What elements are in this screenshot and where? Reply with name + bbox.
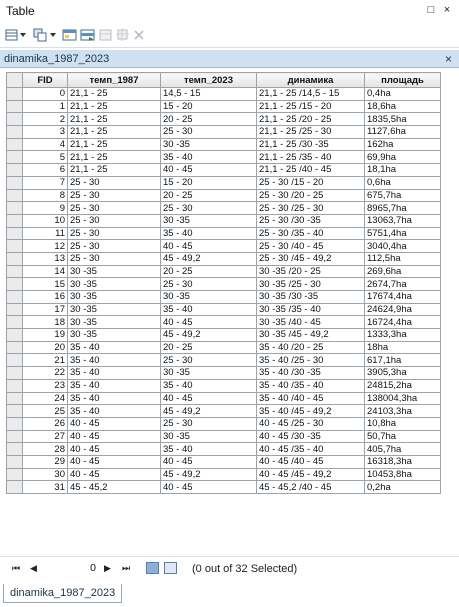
cell-area: 405,7ha xyxy=(365,443,441,456)
cell-area: 1333,3ha xyxy=(365,329,441,342)
current-record-field[interactable]: 0 xyxy=(50,561,100,576)
cell-dynamics: 40 - 45 /40 - 45 xyxy=(257,455,365,468)
column-header-fid[interactable]: FID xyxy=(23,73,68,88)
cell-fid: 25 xyxy=(23,405,68,418)
cell-fid: 10 xyxy=(23,214,68,227)
cell-temp-1987: 25 - 30 xyxy=(68,214,161,227)
cell-temp-2023: 25 - 30 xyxy=(161,354,257,367)
cell-dynamics: 25 - 30 /40 - 45 xyxy=(257,240,365,253)
cell-temp-2023: 25 - 30 xyxy=(161,417,257,430)
cell-temp-1987: 30 -35 xyxy=(68,265,161,278)
cell-dynamics: 25 - 30 /45 - 49,2 xyxy=(257,252,365,265)
cell-fid: 9 xyxy=(23,202,68,215)
row-selector[interactable] xyxy=(7,100,23,113)
table-row[interactable] xyxy=(7,481,441,494)
cell-temp-1987: 21,1 - 25 xyxy=(68,164,161,177)
attribute-table xyxy=(6,72,441,494)
attribute-table-grid[interactable] xyxy=(6,72,452,542)
column-header-temp-2023[interactable]: темп_2023 xyxy=(161,73,257,88)
table-row[interactable] xyxy=(7,379,441,392)
cell-fid: 21 xyxy=(23,354,68,367)
cell-fid: 15 xyxy=(23,278,68,291)
cell-temp-2023: 30 -35 xyxy=(161,367,257,380)
cell-temp-2023: 15 - 20 xyxy=(161,176,257,189)
table-row[interactable] xyxy=(7,392,441,405)
cell-fid: 31 xyxy=(23,481,68,494)
table-row[interactable] xyxy=(7,164,441,177)
cell-area: 24815,2ha xyxy=(365,379,441,392)
table-row[interactable] xyxy=(7,240,441,253)
cell-dynamics: 30 -35 /20 - 25 xyxy=(257,265,365,278)
cell-area: 617,1ha xyxy=(365,354,441,367)
table-options-icon[interactable] xyxy=(5,27,29,43)
table-row[interactable] xyxy=(7,329,441,342)
row-selector[interactable] xyxy=(7,151,23,164)
row-selector[interactable] xyxy=(7,455,23,468)
cell-fid: 13 xyxy=(23,252,68,265)
cell-temp-1987: 25 - 30 xyxy=(68,240,161,253)
table-row[interactable] xyxy=(7,126,441,139)
cell-temp-1987: 25 - 30 xyxy=(68,252,161,265)
cell-temp-2023: 30 -35 xyxy=(161,214,257,227)
row-selector[interactable] xyxy=(7,252,23,265)
cell-area: 16724,4ha xyxy=(365,316,441,329)
cell-dynamics: 25 - 30 /30 -35 xyxy=(257,214,365,227)
row-selector[interactable] xyxy=(7,164,23,177)
cell-area: 162ha xyxy=(365,138,441,151)
cell-dynamics: 40 - 45 /35 - 40 xyxy=(257,443,365,456)
cell-fid: 26 xyxy=(23,417,68,430)
row-selector[interactable] xyxy=(7,291,23,304)
table-row[interactable] xyxy=(7,100,441,113)
cell-temp-1987: 35 - 40 xyxy=(68,354,161,367)
window-title-bar xyxy=(0,0,459,22)
cell-temp-1987: 35 - 40 xyxy=(68,392,161,405)
cell-temp-1987: 35 - 40 xyxy=(68,341,161,354)
cell-dynamics: 45 - 45,2 /40 - 45 xyxy=(257,481,365,494)
cell-area: 0,6ha xyxy=(365,176,441,189)
cell-temp-1987: 25 - 30 xyxy=(68,189,161,202)
cell-temp-2023: 40 - 45 xyxy=(161,164,257,177)
cell-area: 8965,7ha xyxy=(365,202,441,215)
row-selector[interactable] xyxy=(7,329,23,342)
window-title: Table xyxy=(6,4,35,18)
cell-dynamics: 21,1 - 25 /15 - 20 xyxy=(257,100,365,113)
cell-temp-1987: 25 - 30 xyxy=(68,176,161,189)
cell-dynamics: 30 -35 /30 -35 xyxy=(257,291,365,304)
cell-fid: 30 xyxy=(23,468,68,481)
cell-area: 18,1ha xyxy=(365,164,441,177)
cell-dynamics: 35 - 40 /35 - 40 xyxy=(257,379,365,392)
cell-temp-2023: 25 - 30 xyxy=(161,126,257,139)
cell-fid: 28 xyxy=(23,443,68,456)
cell-area: 13063,7ha xyxy=(365,214,441,227)
cell-area: 10,8ha xyxy=(365,417,441,430)
close-window-icon[interactable]: × xyxy=(443,4,451,16)
table-tab-bar xyxy=(0,50,459,68)
cell-dynamics: 35 - 40 /45 - 49,2 xyxy=(257,405,365,418)
column-header-dynamics[interactable]: динамика xyxy=(257,73,365,88)
row-selector[interactable] xyxy=(7,138,23,151)
close-tab-icon[interactable]: × xyxy=(444,52,452,66)
cell-fid: 22 xyxy=(23,367,68,380)
cell-area: 1835,5ha xyxy=(365,113,441,126)
cell-fid: 19 xyxy=(23,329,68,342)
row-selector[interactable] xyxy=(7,405,23,418)
cell-area: 10453,8ha xyxy=(365,468,441,481)
cell-fid: 14 xyxy=(23,265,68,278)
table-row[interactable] xyxy=(7,113,441,126)
cell-temp-1987: 35 - 40 xyxy=(68,367,161,380)
select-by-attributes-icon[interactable] xyxy=(62,27,78,43)
table-row[interactable] xyxy=(7,227,441,240)
table-row[interactable] xyxy=(7,316,441,329)
cell-fid: 12 xyxy=(23,240,68,253)
cell-temp-1987: 30 -35 xyxy=(68,329,161,342)
window-controls xyxy=(425,4,453,16)
cell-dynamics: 21,1 - 25 /40 - 45 xyxy=(257,164,365,177)
table-row[interactable] xyxy=(7,252,441,265)
cell-dynamics: 40 - 45 /25 - 30 xyxy=(257,417,365,430)
row-selector[interactable] xyxy=(7,303,23,316)
cell-fid: 1 xyxy=(23,100,68,113)
cell-area: 138004,3ha xyxy=(365,392,441,405)
cell-temp-2023: 40 - 45 xyxy=(161,240,257,253)
column-header-temp-1987[interactable]: темп_1987 xyxy=(68,73,161,88)
cell-temp-1987: 40 - 45 xyxy=(68,455,161,468)
cell-temp-2023: 30 -35 xyxy=(161,430,257,443)
cell-area: 17674,4ha xyxy=(365,291,441,304)
cell-temp-1987: 30 -35 xyxy=(68,278,161,291)
cell-temp-1987: 25 - 30 xyxy=(68,227,161,240)
cell-dynamics: 21,1 - 25 /35 - 40 xyxy=(257,151,365,164)
switch-selection-icon[interactable] xyxy=(80,27,96,43)
cell-dynamics: 21,1 - 25 /20 - 25 xyxy=(257,113,365,126)
cell-area: 269,6ha xyxy=(365,265,441,278)
table-row[interactable] xyxy=(7,189,441,202)
show-selected-records-icon[interactable] xyxy=(164,562,177,574)
cell-temp-2023: 35 - 40 xyxy=(161,227,257,240)
select-all-header[interactable] xyxy=(7,73,23,88)
row-selector[interactable] xyxy=(7,354,23,367)
cell-dynamics: 25 - 30 /20 - 25 xyxy=(257,189,365,202)
delete-selected-icon[interactable] xyxy=(133,27,145,43)
cell-area: 0,4ha xyxy=(365,88,441,101)
restore-window-icon[interactable]: □ xyxy=(427,4,435,16)
cell-dynamics: 30 -35 /45 - 49,2 xyxy=(257,329,365,342)
cell-fid: 16 xyxy=(23,291,68,304)
cell-temp-2023: 25 - 30 xyxy=(161,202,257,215)
cell-fid: 8 xyxy=(23,189,68,202)
row-selector[interactable] xyxy=(7,278,23,291)
next-record-icon[interactable]: ▶ xyxy=(104,563,111,573)
row-selector[interactable] xyxy=(7,240,23,253)
cell-temp-1987: 30 -35 xyxy=(68,291,161,304)
table-row[interactable] xyxy=(7,265,441,278)
cell-fid: 2 xyxy=(23,113,68,126)
table-row[interactable] xyxy=(7,417,441,430)
first-record-icon[interactable]: ⏮ xyxy=(12,563,21,573)
cell-dynamics: 25 - 30 /35 - 40 xyxy=(257,227,365,240)
row-selector[interactable] xyxy=(7,443,23,456)
cell-dynamics: 40 - 45 /30 -35 xyxy=(257,430,365,443)
row-selector[interactable] xyxy=(7,417,23,430)
clear-selection-icon[interactable] xyxy=(99,27,113,43)
cell-temp-2023: 20 - 25 xyxy=(161,265,257,278)
table-row[interactable] xyxy=(7,214,441,227)
table-body xyxy=(7,88,441,494)
cell-fid: 4 xyxy=(23,138,68,151)
row-selector[interactable] xyxy=(7,176,23,189)
cell-temp-1987: 21,1 - 25 xyxy=(68,88,161,101)
cell-area: 24624,9ha xyxy=(365,303,441,316)
row-selector[interactable] xyxy=(7,189,23,202)
cell-fid: 23 xyxy=(23,379,68,392)
cell-area: 5751,4ha xyxy=(365,227,441,240)
cell-temp-2023: 45 - 49,2 xyxy=(161,329,257,342)
row-selector[interactable] xyxy=(7,126,23,139)
row-selector[interactable] xyxy=(7,113,23,126)
cell-temp-1987: 21,1 - 25 xyxy=(68,138,161,151)
row-selector[interactable] xyxy=(7,367,23,380)
header-row xyxy=(7,73,441,88)
cell-fid: 0 xyxy=(23,88,68,101)
bottom-table-tab[interactable]: dinamika_1987_2023 xyxy=(3,584,122,603)
table-row[interactable] xyxy=(7,354,441,367)
table-row[interactable] xyxy=(7,341,441,354)
row-selector[interactable] xyxy=(7,265,23,278)
cell-temp-2023: 35 - 40 xyxy=(161,379,257,392)
cell-temp-2023: 20 - 25 xyxy=(161,189,257,202)
row-selector[interactable] xyxy=(7,227,23,240)
cell-temp-1987: 35 - 40 xyxy=(68,405,161,418)
related-tables-icon[interactable] xyxy=(33,27,59,43)
cell-temp-2023: 35 - 40 xyxy=(161,303,257,316)
table-row[interactable] xyxy=(7,278,441,291)
cell-temp-2023: 30 -35 xyxy=(161,291,257,304)
cell-area: 18ha xyxy=(365,341,441,354)
cell-area: 675,7ha xyxy=(365,189,441,202)
last-record-icon[interactable]: ⏭ xyxy=(122,563,131,573)
cell-temp-1987: 40 - 45 xyxy=(68,468,161,481)
active-table-tab[interactable]: dinamika_1987_2023 xyxy=(4,53,110,65)
show-all-records-icon[interactable] xyxy=(146,562,159,574)
table-row[interactable] xyxy=(7,455,441,468)
cell-dynamics: 30 -35 /35 - 40 xyxy=(257,303,365,316)
cell-temp-2023: 15 - 20 xyxy=(161,100,257,113)
cell-temp-2023: 14,5 - 15 xyxy=(161,88,257,101)
cell-temp-1987: 45 - 45,2 xyxy=(68,481,161,494)
cell-fid: 24 xyxy=(23,392,68,405)
cell-temp-1987: 40 - 45 xyxy=(68,417,161,430)
cell-dynamics: 35 - 40 /20 - 25 xyxy=(257,341,365,354)
cell-dynamics: 30 -35 /40 - 45 xyxy=(257,316,365,329)
cell-temp-1987: 30 -35 xyxy=(68,303,161,316)
cell-temp-1987: 21,1 - 25 xyxy=(68,126,161,139)
table-row[interactable] xyxy=(7,88,441,101)
cell-fid: 20 xyxy=(23,341,68,354)
cell-fid: 5 xyxy=(23,151,68,164)
row-selector[interactable] xyxy=(7,88,23,101)
table-row[interactable] xyxy=(7,303,441,316)
table-row[interactable] xyxy=(7,405,441,418)
cell-temp-2023: 35 - 40 xyxy=(161,151,257,164)
selection-status: (0 out of 32 Selected) xyxy=(192,563,298,575)
cell-temp-2023: 40 - 45 xyxy=(161,455,257,468)
row-selector[interactable] xyxy=(7,202,23,215)
cell-dynamics: 35 - 40 /30 -35 xyxy=(257,367,365,380)
cell-area: 18,6ha xyxy=(365,100,441,113)
cell-temp-2023: 40 - 45 xyxy=(161,316,257,329)
cell-area: 1127,6ha xyxy=(365,126,441,139)
row-selector[interactable] xyxy=(7,481,23,494)
cell-fid: 18 xyxy=(23,316,68,329)
cell-area: 3040,4ha xyxy=(365,240,441,253)
cell-temp-2023: 25 - 30 xyxy=(161,278,257,291)
table-row[interactable] xyxy=(7,151,441,164)
cell-fid: 6 xyxy=(23,164,68,177)
table-toolbar xyxy=(0,22,459,48)
cell-area: 112,5ha xyxy=(365,252,441,265)
record-navigation-bar xyxy=(0,556,459,580)
cell-temp-2023: 20 - 25 xyxy=(161,341,257,354)
cell-dynamics: 30 -35 /25 - 30 xyxy=(257,278,365,291)
cell-area: 2674,7ha xyxy=(365,278,441,291)
cell-dynamics: 40 - 45 /45 - 49,2 xyxy=(257,468,365,481)
table-row[interactable] xyxy=(7,138,441,151)
cell-dynamics: 21,1 - 25 /30 -35 xyxy=(257,138,365,151)
cell-temp-1987: 21,1 - 25 xyxy=(68,113,161,126)
cell-temp-2023: 40 - 45 xyxy=(161,392,257,405)
cell-area: 24103,3ha xyxy=(365,405,441,418)
cell-temp-1987: 21,1 - 25 xyxy=(68,100,161,113)
cell-temp-2023: 45 - 49,2 xyxy=(161,468,257,481)
row-selector[interactable] xyxy=(7,379,23,392)
table-row[interactable] xyxy=(7,468,441,481)
row-selector[interactable] xyxy=(7,392,23,405)
table-row[interactable] xyxy=(7,176,441,189)
cell-area: 0,2ha xyxy=(365,481,441,494)
previous-record-icon[interactable]: ◀ xyxy=(30,563,37,573)
cell-temp-1987: 40 - 45 xyxy=(68,443,161,456)
table-row[interactable] xyxy=(7,430,441,443)
cell-temp-2023: 30 -35 xyxy=(161,138,257,151)
table-row[interactable] xyxy=(7,291,441,304)
row-selector[interactable] xyxy=(7,214,23,227)
cell-fid: 29 xyxy=(23,455,68,468)
table-row[interactable] xyxy=(7,443,441,456)
table-row[interactable] xyxy=(7,367,441,380)
table-row[interactable] xyxy=(7,202,441,215)
cell-fid: 17 xyxy=(23,303,68,316)
cell-temp-2023: 20 - 25 xyxy=(161,113,257,126)
cell-temp-1987: 25 - 30 xyxy=(68,202,161,215)
cell-temp-2023: 40 - 45 xyxy=(161,481,257,494)
cell-dynamics: 25 - 30 /15 - 20 xyxy=(257,176,365,189)
cell-area: 16318,3ha xyxy=(365,455,441,468)
cell-dynamics: 35 - 40 /25 - 30 xyxy=(257,354,365,367)
row-selector[interactable] xyxy=(7,468,23,481)
cell-area: 69,9ha xyxy=(365,151,441,164)
cell-fid: 27 xyxy=(23,430,68,443)
cell-temp-1987: 35 - 40 xyxy=(68,379,161,392)
cell-temp-2023: 35 - 40 xyxy=(161,443,257,456)
cell-fid: 11 xyxy=(23,227,68,240)
cell-dynamics: 35 - 40 /40 - 45 xyxy=(257,392,365,405)
zoom-to-selected-icon[interactable] xyxy=(116,27,130,43)
cell-area: 3905,3ha xyxy=(365,367,441,380)
cell-area: 50,7ha xyxy=(365,430,441,443)
row-selector[interactable] xyxy=(7,430,23,443)
cell-dynamics: 25 - 30 /25 - 30 xyxy=(257,202,365,215)
cell-fid: 7 xyxy=(23,176,68,189)
cell-temp-1987: 30 -35 xyxy=(68,316,161,329)
row-selector[interactable] xyxy=(7,341,23,354)
cell-temp-2023: 45 - 49,2 xyxy=(161,252,257,265)
cell-temp-1987: 21,1 - 25 xyxy=(68,151,161,164)
row-selector[interactable] xyxy=(7,316,23,329)
cell-temp-2023: 45 - 49,2 xyxy=(161,405,257,418)
cell-temp-1987: 40 - 45 xyxy=(68,430,161,443)
column-header-area[interactable]: площадь xyxy=(365,73,441,88)
cell-dynamics: 21,1 - 25 /14,5 - 15 xyxy=(257,88,365,101)
cell-fid: 3 xyxy=(23,126,68,139)
cell-dynamics: 21,1 - 25 /25 - 30 xyxy=(257,126,365,139)
